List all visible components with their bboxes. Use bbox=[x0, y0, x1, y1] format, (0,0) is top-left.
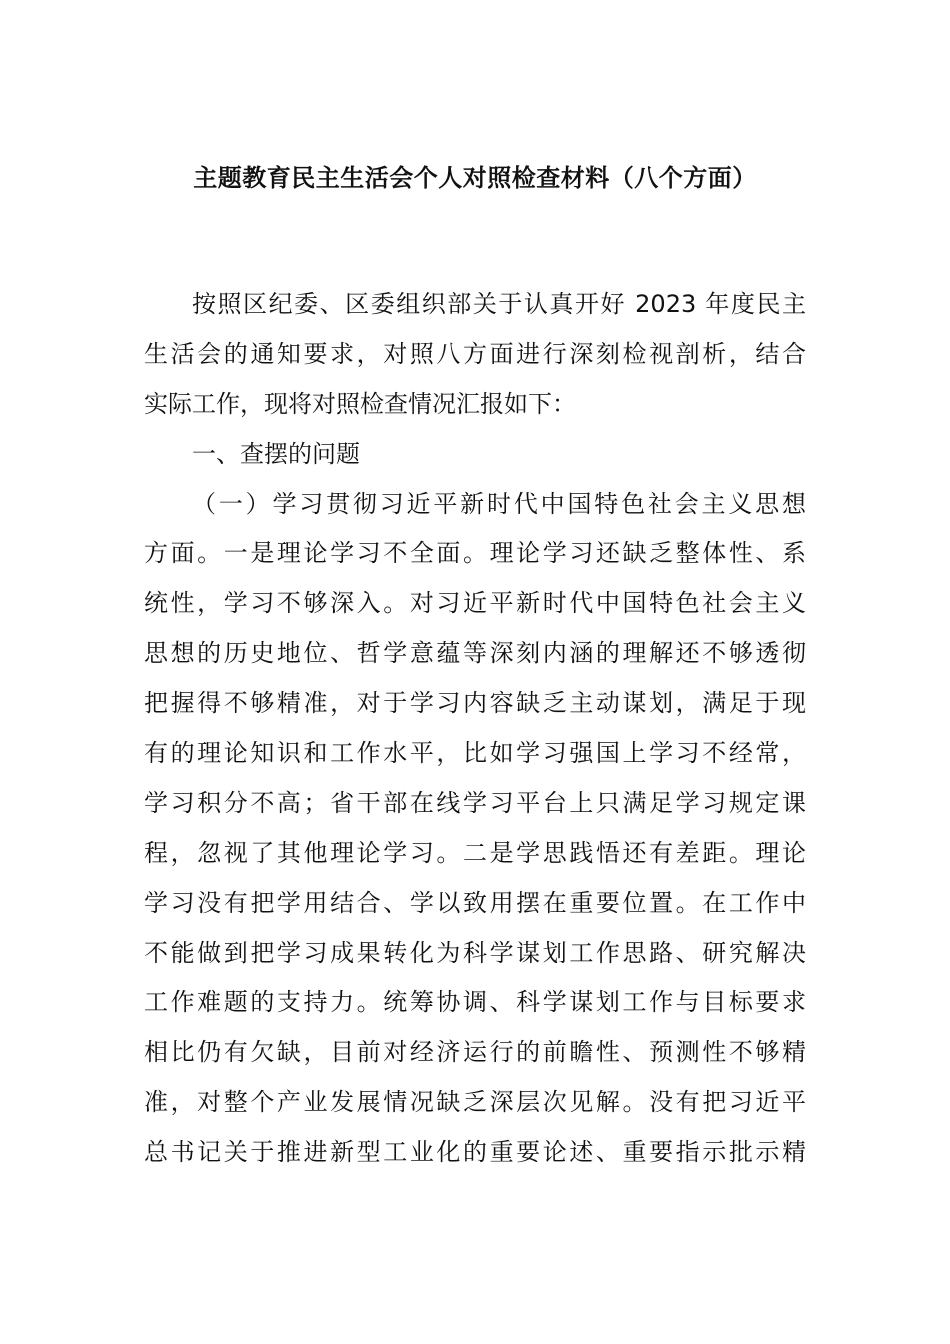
paragraph-line: 总书记关于推进新型工业化的重要论述、重要指示批示精 bbox=[144, 1138, 806, 1167]
document-title: 主题教育民主生活会个人对照检查材料（八个方面） bbox=[193, 164, 757, 192]
section-heading: 一、查摆的问题 bbox=[192, 439, 360, 468]
paragraph-line: 有的理论知识和工作水平，比如学习强国上学习不经常， bbox=[144, 739, 806, 768]
paragraph-line: 不能做到把学习成果转化为科学谋划工作思路、研究解决 bbox=[144, 938, 806, 967]
paragraph-line: 学习没有把学用结合、学以致用摆在重要位置。在工作中 bbox=[144, 888, 806, 917]
paragraph-line: 思想的历史地位、哲学意蕴等深刻内涵的理解还不够透彻 bbox=[144, 639, 806, 668]
paragraph-line: 生活会的通知要求，对照八方面进行深刻检视剖析，结合 bbox=[144, 339, 806, 368]
paragraph-line: 方面。一是理论学习不全面。理论学习还缺乏整体性、系 bbox=[144, 539, 806, 568]
document-body bbox=[144, 280, 806, 1178]
paragraph-line: 学习积分不高；省干部在线学习平台上只满足学习规定课 bbox=[144, 788, 806, 817]
paragraph-line: （一）学习贯彻习近平新时代中国特色社会主义思想 bbox=[192, 489, 806, 518]
paragraph-line: 实际工作，现将对照检查情况汇报如下： bbox=[144, 389, 576, 418]
paragraph-line: 按照区纪委、区委组织部关于认真开好 2023 年度民主 bbox=[192, 290, 806, 318]
paragraph-line: 工作难题的支持力。统筹协调、科学谋划工作与目标要求 bbox=[144, 988, 806, 1017]
paragraph-line: 把握得不够精准，对于学习内容缺乏主动谋划，满足于现 bbox=[144, 689, 806, 718]
paragraph-line: 相比仍有欠缺，目前对经济运行的前瞻性、预测性不够精 bbox=[144, 1038, 806, 1067]
paragraph-line: 准，对整个产业发展情况缺乏深层次见解。没有把习近平 bbox=[144, 1088, 806, 1117]
paragraph-line: 程，忽视了其他理论学习。二是学思践悟还有差距。理论 bbox=[144, 838, 806, 867]
paragraph-line: 统性，学习不够深入。对习近平新时代中国特色社会主义 bbox=[144, 589, 806, 618]
